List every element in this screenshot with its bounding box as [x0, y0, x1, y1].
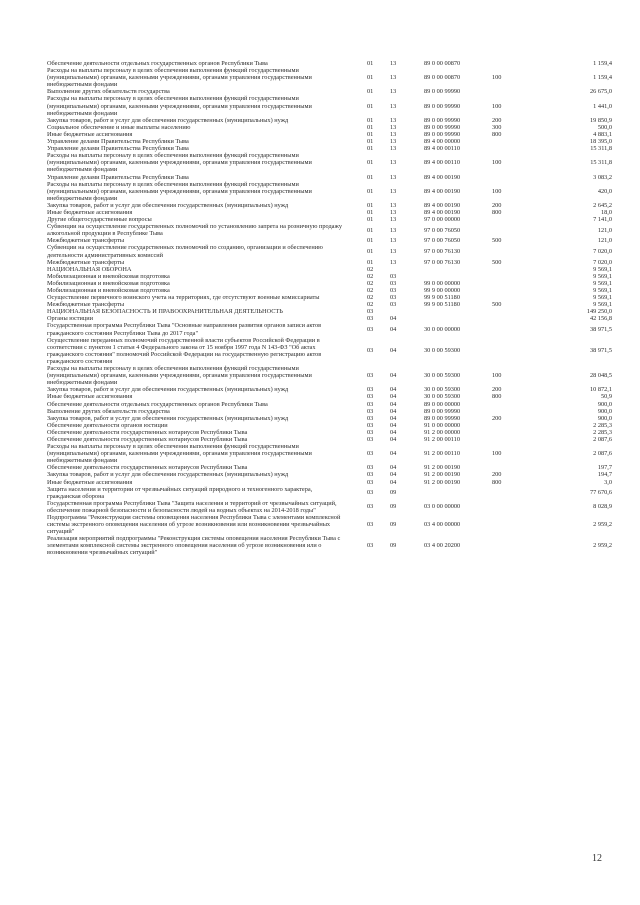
- row-subsection: 03: [390, 279, 397, 287]
- table-row: [47, 443, 614, 464]
- row-subsection: 13: [390, 60, 397, 67]
- row-target-article: 30 0 00 59300: [424, 347, 461, 355]
- row-subsection: 13: [390, 247, 397, 255]
- row-amount: 2 959,2: [593, 521, 612, 529]
- row-expense-type: 100: [492, 372, 502, 380]
- row-section: 03: [367, 326, 374, 334]
- table-row: [47, 514, 614, 535]
- row-name: Расходы на выплаты персоналу в целях обеспечения выполнения функций государственными (муниципальными) органами, казенными учреждениями, органами управления государственными внебюджетными фондами: [47, 365, 312, 387]
- row-amount: 26 675,0: [589, 88, 612, 96]
- row-target-article: 91 2 00 00190: [424, 464, 461, 472]
- row-name: Закупка товаров, работ и услуг для обеспечения государственных (муниципальных) нужд: [47, 471, 289, 479]
- row-target-article: 03 0 00 00000: [424, 503, 461, 511]
- row-name: Обеспечение деятельности государственных нотариусов Республики Тыва: [47, 428, 248, 436]
- row-amount: 900,0: [597, 407, 612, 415]
- table-row: [47, 209, 614, 216]
- row-target-article: 97 0 00 00000: [424, 216, 461, 224]
- row-amount: 2 645,2: [593, 201, 612, 209]
- row-target-article: 03 4 00 20200: [424, 542, 461, 550]
- table-row: [47, 422, 614, 429]
- row-section: 03: [367, 489, 374, 497]
- row-expense-type: 100: [492, 74, 502, 82]
- row-name: Обеспечение деятельности государственных нотариусов Республики Тыва: [47, 464, 248, 472]
- row-name: Государственная программа Республики Тыва "Защита населения и территорий от чрезвычайных ситуаций, обеспечение пожарной безопасности и безопасности людей на водных объектах на 2014-2018 годы": [47, 499, 337, 514]
- row-expense-type: 500: [492, 258, 502, 266]
- row-section: 01: [367, 102, 374, 110]
- row-name: Межбюджетные трансферты: [47, 258, 125, 266]
- row-amount: 3,0: [604, 478, 612, 486]
- table-row: [47, 202, 614, 209]
- row-amount: 38 971,5: [589, 347, 612, 355]
- row-expense-type: 200: [492, 471, 502, 479]
- table-row: [47, 393, 614, 400]
- row-section: 01: [367, 123, 374, 131]
- row-target-article: 89 0 00 99990: [424, 407, 461, 415]
- row-subsection: 13: [390, 159, 397, 167]
- row-name: Осуществление переданных полномочий государственной власти субъектов Российской Федерации в соответствии с пунктом 1 статьи 4 Федерального закона от 15 ноября 1997 года N 143-ФЗ "Об актах гражданского состояния" полномочий Российской Федерации на государственную регистрацию актов гражданского состояния: [47, 336, 322, 365]
- row-section: 01: [367, 116, 374, 124]
- row-expense-type: 200: [492, 414, 502, 422]
- row-section: 03: [367, 450, 374, 458]
- row-name: Выполнение других обязательств государства: [47, 88, 170, 96]
- row-section: 03: [367, 347, 374, 355]
- row-target-article: 89 0 00 00870: [424, 60, 461, 67]
- row-subsection: 04: [390, 414, 397, 422]
- row-subsection: 04: [390, 315, 397, 323]
- row-name: Иные бюджетные ассигнования: [47, 130, 133, 138]
- table-row: [47, 486, 614, 500]
- row-name: Расходы на выплаты персоналу в целях обеспечения выполнения функций государственными (муниципальными) органами, казенными учреждениями, органами управления государственными внебюджетными фондами: [47, 67, 312, 89]
- row-amount: 3 083,2: [593, 173, 612, 181]
- row-amount: 9 569,1: [593, 265, 612, 273]
- row-section: 01: [367, 145, 374, 153]
- row-amount: 4 883,1: [593, 130, 612, 138]
- row-section: 03: [367, 407, 374, 415]
- row-target-article: 91 2 00 00110: [424, 435, 460, 443]
- row-name: Социальное обеспечение и иные выплаты населению: [47, 123, 191, 131]
- row-target-article: 89 0 00 99990: [424, 414, 461, 422]
- table-row: [47, 138, 614, 145]
- row-subsection: 13: [390, 145, 397, 153]
- row-section: 01: [367, 60, 374, 67]
- row-subsection: 04: [390, 347, 397, 355]
- row-subsection: 09: [390, 503, 397, 511]
- row-name: Обеспечение деятельности органов юстиции: [47, 421, 168, 429]
- row-subsection: 09: [390, 542, 397, 550]
- row-amount: 420,0: [597, 187, 612, 195]
- row-target-article: 99 9 00 51180: [424, 301, 460, 309]
- row-section: 01: [367, 88, 374, 96]
- table-row: [47, 266, 614, 273]
- row-amount: 2 285,3: [593, 421, 612, 429]
- row-subsection: 13: [390, 173, 397, 181]
- row-subsection: 04: [390, 326, 397, 334]
- table-row: [47, 322, 614, 336]
- row-section: 03: [367, 428, 374, 436]
- row-amount: 7 020,0: [593, 258, 612, 266]
- table-row: [47, 415, 614, 422]
- row-name: Расходы на выплаты персоналу в целях обеспечения выполнения функций государственными (муниципальными) органами, казенными учреждениями, органами управления государственными внебюджетными фондами: [47, 152, 312, 174]
- row-target-article: 91 0 00 00000: [424, 421, 461, 429]
- row-target-article: 89 0 00 99990: [424, 123, 461, 131]
- row-target-article: 89 4 00 00110: [424, 145, 460, 153]
- row-name: Закупка товаров, работ и услуг для обеспечения государственных (муниципальных) нужд: [47, 386, 289, 394]
- row-name: Осуществление первичного воинского учета на территориях, где отсутствуют военные комиссариаты: [47, 294, 320, 302]
- row-section: 03: [367, 471, 374, 479]
- table-row: [47, 273, 614, 280]
- row-amount: 8 028,9: [593, 503, 612, 511]
- row-section: 01: [367, 237, 374, 245]
- row-name: НАЦИОНАЛЬНАЯ БЕЗОПАСНОСТЬ И ПРАВООХРАНИТЕЛЬНАЯ ДЕЯТЕЛЬНОСТЬ: [47, 308, 283, 316]
- row-subsection: 13: [390, 201, 397, 209]
- table-row: [47, 174, 614, 181]
- row-expense-type: 500: [492, 301, 502, 309]
- row-subsection: 13: [390, 123, 397, 131]
- row-amount: 28 048,5: [589, 372, 612, 380]
- row-subsection: 04: [390, 400, 397, 408]
- page-number: 12: [592, 853, 602, 864]
- row-amount: 1 159,4: [593, 60, 612, 67]
- row-expense-type: 100: [492, 102, 502, 110]
- row-name: Расходы на выплаты персоналу в целях обеспечения выполнения функций государственными (муниципальными) органами, казенными учреждениями, органами управления государственными внебюджетными фондами: [47, 180, 312, 202]
- row-name: Субвенции на осуществление государственных полномочий по созданию, организации и обеспечению деятельности административных комиссий: [47, 244, 323, 259]
- row-subsection: 04: [390, 478, 397, 486]
- row-subsection: 13: [390, 216, 397, 224]
- table-row: [47, 223, 614, 237]
- row-target-article: 91 2 00 00190: [424, 471, 461, 479]
- row-amount: 10 872,1: [589, 386, 612, 394]
- row-subsection: 04: [390, 421, 397, 429]
- row-amount: 900,0: [597, 400, 612, 408]
- row-name: Иные бюджетные ассигнования: [47, 208, 133, 216]
- row-target-article: 89 4 00 00110: [424, 159, 460, 167]
- row-name: Межбюджетные трансферты: [47, 301, 125, 309]
- table-row: [47, 117, 614, 124]
- row-section: 01: [367, 208, 374, 216]
- row-name: Мобилизационная и вневойсковая подготовка: [47, 287, 170, 294]
- table-row: [47, 308, 614, 315]
- row-subsection: 03: [390, 301, 397, 309]
- row-subsection: 04: [390, 450, 397, 458]
- row-subsection: 13: [390, 74, 397, 82]
- row-section: 02: [367, 272, 374, 280]
- table-row: [47, 60, 614, 67]
- table-row: [47, 436, 614, 443]
- row-section: 03: [367, 393, 374, 401]
- table-row: [47, 479, 614, 486]
- row-name: Управление делами Правительства Республики Тыва: [47, 173, 189, 181]
- row-name: НАЦИОНАЛЬНАЯ ОБОРОНА: [47, 265, 132, 273]
- row-expense-type: 100: [492, 159, 502, 167]
- row-amount: 38 971,5: [589, 326, 612, 334]
- row-name: Выполнение других обязательств государства: [47, 407, 170, 415]
- row-section: 02: [367, 301, 374, 309]
- row-name: Закупка товаров, работ и услуг для обеспечения государственных (муниципальных) нужд: [47, 116, 289, 124]
- row-subsection: 03: [390, 287, 397, 294]
- row-amount: 9 569,1: [593, 272, 612, 280]
- row-section: 02: [367, 265, 374, 273]
- row-subsection: 04: [390, 372, 397, 380]
- row-amount: 121,0: [597, 237, 612, 245]
- row-subsection: 04: [390, 464, 397, 472]
- row-amount: 42 156,8: [589, 315, 612, 323]
- budget-table: [47, 60, 614, 557]
- row-amount: 15 311,8: [590, 159, 612, 167]
- row-section: 03: [367, 308, 374, 316]
- row-amount: 9 569,1: [593, 279, 612, 287]
- row-section: 03: [367, 386, 374, 394]
- row-name: Обеспечение деятельности государственных нотариусов Республики Тыва: [47, 435, 248, 443]
- table-row: [47, 124, 614, 131]
- row-amount: 2 087,6: [593, 450, 612, 458]
- row-subsection: 03: [390, 272, 397, 280]
- row-expense-type: 200: [492, 116, 502, 124]
- row-expense-type: 500: [492, 237, 502, 245]
- row-name: Государственная программа Республики Тыва "Основные направления развития органов записи актов гражданского состояния Республики Тыва до 2017 года": [47, 322, 322, 337]
- table-row: [47, 237, 614, 244]
- row-subsection: 04: [390, 435, 397, 443]
- row-target-article: 99 0 00 00000: [424, 279, 461, 287]
- row-expense-type: 100: [492, 187, 502, 195]
- row-name: Управление делами Правительства Республики Тыва: [47, 145, 189, 153]
- row-name: Расходы на выплаты персоналу в целях обеспечения выполнения функций государственными (муниципальными) органами, казенными учреждениями, органами управления государственными внебюджетными фондами: [47, 95, 312, 117]
- row-section: 03: [367, 315, 374, 323]
- row-subsection: 09: [390, 521, 397, 529]
- row-section: 01: [367, 187, 374, 195]
- row-name: Мобилизационная и вневойсковая подготовка: [47, 272, 170, 280]
- row-section: 03: [367, 478, 374, 486]
- row-target-article: 89 0 00 99990: [424, 102, 461, 110]
- row-amount: 18 395,0: [589, 138, 612, 146]
- table-row: [47, 337, 614, 365]
- table-row: [47, 408, 614, 415]
- row-expense-type: 800: [492, 478, 502, 486]
- row-target-article: 30 0 00 59300: [424, 372, 461, 380]
- row-subsection: 13: [390, 130, 397, 138]
- row-target-article: 30 0 00 00000: [424, 326, 461, 334]
- row-amount: 7 141,0: [593, 216, 612, 224]
- table-row: [47, 216, 614, 223]
- row-subsection: 03: [390, 294, 397, 302]
- table-row: [47, 535, 614, 556]
- row-name: Закупка товаров, работ и услуг для обеспечения государственных (муниципальных) нужд: [47, 414, 289, 422]
- row-section: 01: [367, 173, 374, 181]
- row-section: 01: [367, 226, 374, 234]
- row-section: 03: [367, 400, 374, 408]
- row-subsection: 13: [390, 102, 397, 110]
- row-amount: 77 670,6: [589, 489, 612, 497]
- row-section: 01: [367, 247, 374, 255]
- row-amount: 149 250,0: [586, 308, 612, 316]
- row-name: Межбюджетные трансферты: [47, 237, 125, 245]
- row-subsection: 13: [390, 258, 397, 266]
- table-row: [47, 386, 614, 393]
- row-expense-type: 100: [492, 450, 502, 458]
- row-name: Иные бюджетные ассигнования: [47, 478, 133, 486]
- row-expense-type: 300: [492, 123, 502, 131]
- row-section: 02: [367, 294, 374, 302]
- row-section: 03: [367, 521, 374, 529]
- row-subsection: 13: [390, 237, 397, 245]
- row-subsection: 04: [390, 386, 397, 394]
- table-row: [47, 464, 614, 471]
- row-name: Органы юстиции: [47, 315, 93, 323]
- row-target-article: 89 4 00 00190: [424, 201, 461, 209]
- table-row: [47, 429, 614, 436]
- row-subsection: 13: [390, 88, 397, 96]
- row-amount: 2 959,2: [593, 542, 612, 550]
- table-row: [47, 181, 614, 202]
- row-subsection: 13: [390, 138, 397, 146]
- table-row: [47, 401, 614, 408]
- row-expense-type: 800: [492, 208, 502, 216]
- row-name: Расходы на выплаты персоналу в целях обеспечения выполнения функций государственными (муниципальными) органами, казенными учреждениями, органами управления государственными внебюджетными фондами: [47, 443, 312, 465]
- row-name: Обеспечение деятельности отдельных государственных органов Республики Тыва: [47, 400, 268, 408]
- row-expense-type: 800: [492, 393, 502, 401]
- table-row: [47, 152, 614, 173]
- table-row: [47, 301, 614, 308]
- row-target-article: 99 9 00 00000: [424, 287, 461, 294]
- row-subsection: 04: [390, 428, 397, 436]
- row-name: Субвенции на осуществление государственных полномочий по установлению запрета на розничную продажу алкогольной продукции в Республике Тыва: [47, 223, 342, 238]
- table-row: [47, 287, 614, 294]
- row-target-article: 89 4 00 00190: [424, 208, 461, 216]
- table-row: [47, 471, 614, 478]
- row-target-article: 30 0 00 59300: [424, 386, 461, 394]
- row-name: Закупка товаров, работ и услуг для обеспечения государственных (муниципальных) нужд: [47, 201, 289, 209]
- row-amount: 900,0: [597, 414, 612, 422]
- row-name: Иные бюджетные ассигнования: [47, 393, 133, 401]
- row-section: 02: [367, 279, 374, 287]
- row-name: Мобилизационная и вневойсковая подготовка: [47, 279, 170, 287]
- row-target-article: 89 0 00 00000: [424, 400, 461, 408]
- row-section: 03: [367, 435, 374, 443]
- row-amount: 9 569,1: [593, 287, 612, 294]
- row-amount: 197,7: [597, 464, 612, 472]
- row-amount: 500,0: [597, 123, 612, 131]
- row-section: 01: [367, 130, 374, 138]
- row-target-article: 97 0 00 76050: [424, 226, 461, 234]
- row-section: 01: [367, 138, 374, 146]
- row-name: Защита населения и территории от чрезвычайных ситуаций природного и техногенного характера, гражданская оборона: [47, 485, 313, 500]
- row-name: Обеспечение деятельности отдельных государственных органов Республики Тыва: [47, 60, 268, 67]
- row-section: 03: [367, 421, 374, 429]
- row-expense-type: 200: [492, 386, 502, 394]
- row-subsection: 04: [390, 471, 397, 479]
- row-target-article: 91 2 00 00110: [424, 450, 460, 458]
- row-section: 01: [367, 74, 374, 82]
- row-expense-type: 200: [492, 201, 502, 209]
- row-amount: 15 311,8: [590, 145, 612, 153]
- row-section: 01: [367, 201, 374, 209]
- row-subsection: 04: [390, 407, 397, 415]
- table-row: [47, 131, 614, 138]
- table-row: [47, 67, 614, 88]
- row-amount: 194,7: [597, 471, 612, 479]
- row-name: Подпрограмма "Реконструкция системы оповещения населения Республики Тыва с элементами комплексной системы экстренного оповещения населения об угрозе возникновения или возникновении чрезвычайных ситуаций": [47, 514, 341, 536]
- row-section: 03: [367, 372, 374, 380]
- row-section: 02: [367, 287, 374, 294]
- row-amount: 1 441,0: [593, 102, 612, 110]
- row-target-article: 99 9 00 51180: [424, 294, 460, 302]
- row-name: Реализация мероприятий подпрограммы "Реконструкция системы оповещения населения Республики Тыва с элементами комплексной системы экстренного оповещения населения об угрозе возникновения или о возникновении чрезвычайных ситуаций": [47, 535, 341, 557]
- row-target-article: 03 4 00 00000: [424, 521, 461, 529]
- row-target-article: 89 0 00 99990: [424, 88, 461, 96]
- row-target-article: 89 0 00 99990: [424, 116, 461, 124]
- row-target-article: 89 0 00 99990: [424, 130, 461, 138]
- row-subsection: 13: [390, 187, 397, 195]
- row-section: 01: [367, 258, 374, 266]
- row-target-article: 97 0 00 76050: [424, 237, 461, 245]
- row-subsection: 13: [390, 116, 397, 124]
- row-section: 01: [367, 159, 374, 167]
- row-section: 03: [367, 464, 374, 472]
- row-subsection: 04: [390, 393, 397, 401]
- table-row: [47, 365, 614, 386]
- row-name: Другие общегосударственные вопросы: [47, 216, 152, 224]
- row-subsection: 13: [390, 226, 397, 234]
- row-amount: 2 285,3: [593, 428, 612, 436]
- table-row: [47, 294, 614, 301]
- row-amount: 121,0: [597, 226, 612, 234]
- row-name: Управление делами Правительства Республики Тыва: [47, 138, 189, 146]
- row-amount: 18,0: [600, 208, 612, 216]
- row-subsection: 09: [390, 489, 397, 497]
- row-target-article: 89 4 00 00000: [424, 138, 461, 146]
- row-amount: 9 569,1: [593, 294, 612, 302]
- row-section: 01: [367, 216, 374, 224]
- row-amount: 50,9: [600, 393, 612, 401]
- row-target-article: 97 0 00 76130: [424, 258, 461, 266]
- row-target-article: 91 2 00 00190: [424, 478, 461, 486]
- row-target-article: 97 0 00 76130: [424, 247, 461, 255]
- row-expense-type: 800: [492, 130, 502, 138]
- row-section: 03: [367, 414, 374, 422]
- table-row: [47, 259, 614, 266]
- row-amount: 2 087,6: [593, 435, 612, 443]
- table-row: [47, 244, 614, 258]
- table-row: [47, 95, 614, 116]
- row-target-article: 89 4 00 00190: [424, 173, 461, 181]
- row-amount: 9 569,1: [593, 301, 612, 309]
- row-target-article: 30 0 00 59300: [424, 393, 461, 401]
- table-row: [47, 88, 614, 95]
- row-amount: 19 850,9: [589, 116, 612, 124]
- table-row: [47, 145, 614, 152]
- row-section: 03: [367, 542, 374, 550]
- row-section: 03: [367, 503, 374, 511]
- table-row: [47, 280, 614, 287]
- row-target-article: 91 2 00 00000: [424, 428, 461, 436]
- row-target-article: 89 0 00 00870: [424, 74, 461, 82]
- row-amount: 7 020,0: [593, 247, 612, 255]
- table-row: [47, 315, 614, 322]
- row-target-article: 89 4 00 00190: [424, 187, 461, 195]
- row-subsection: 13: [390, 208, 397, 216]
- table-row: [47, 500, 614, 514]
- row-amount: 1 159,4: [593, 74, 612, 82]
